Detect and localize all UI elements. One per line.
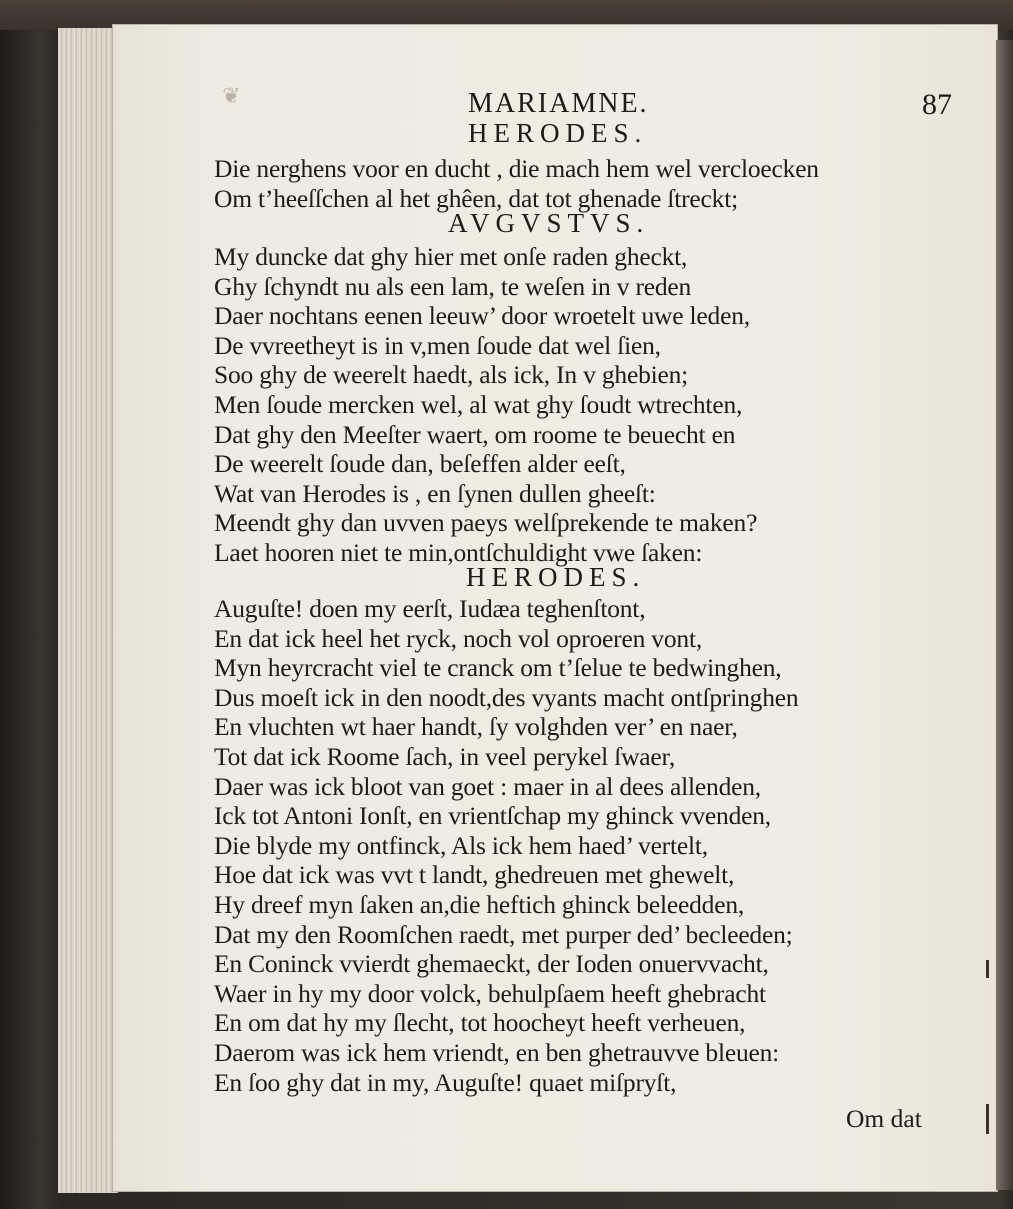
verse-line: Laet hooren niet te min,ontſchuldight vwe ſaken: [214, 537, 703, 567]
verse-line: En om dat hy my ſlecht, tot hoocheyt heeft verheuen, [214, 1008, 746, 1038]
verse-line: Hoe dat ick was vvt t landt, ghedreuen met ghewelt, [214, 860, 735, 890]
verse-line: Die nerghens voor en ducht , die mach hem wel vercloecken [214, 154, 819, 183]
verse-line: Meendt ghy dan uvven paeys welſprekende te maken? [214, 508, 758, 538]
verse-line: Daerom was ick hem vriendt, en ben ghetrauvve bleuen: [214, 1037, 780, 1067]
verse-line: De vvreetheyt is in v,men ſoude dat wel ſien, [214, 330, 661, 360]
verse-line: Daer was ick bloot van goet : maer in al dees allenden, [214, 771, 761, 801]
speaker-heading: HERODES. [466, 562, 646, 592]
verse-line: Ghy ſchyndt nu als een lam, te weſen in v reden [214, 271, 692, 301]
verse-line: Dus moeſt ick in den noodt,des vyants macht ontſpringhen [214, 682, 799, 712]
verse-line: Hy dreef myn ſaken an,die heftich ghinck beleedden, [214, 889, 745, 919]
verse-block [214, 594, 798, 1097]
verse-line: My duncke dat ghy hier met onſe raden gheckt, [214, 242, 688, 271]
verse-line: Om t’heeſſchen al het ghêen, dat tot ghenade ſtreckt; [214, 183, 738, 213]
catchword: Om dat [846, 1104, 922, 1133]
speaker-heading: HERODES. [468, 118, 648, 148]
verse-line: En Coninck vvierdt ghemaeckt, der Ioden onuervvacht, [214, 949, 769, 979]
verse-line: Waer in hy my door volck, behulpſaem heeft ghebracht [214, 978, 766, 1008]
page-number: 87 [922, 88, 952, 121]
verse-line: En vluchten wt haer handt, ſy volghden ver’ en naer, [214, 712, 738, 742]
verse-line: Daer nochtans eenen leeuw’ door wroetelt uwe leden, [214, 301, 750, 331]
verse-line: Tot dat ick Roome ſach, in veel perykel ſwaer, [214, 741, 675, 771]
verse-line: Men ſoude mercken wel, al wat ghy ſoudt wtrechten, [214, 389, 743, 419]
verse-line: Die blyde my ontfinck, Als ick hem haed’ vertelt, [214, 830, 708, 860]
printer-ornament-icon: ❦ [222, 84, 241, 109]
verse-block [214, 154, 819, 213]
running-title: MARIAMNE. [468, 88, 649, 119]
verse-line: En dat ick heel het ryck, noch vol oproeren vont, [214, 623, 702, 653]
verse-line: Dat my den Roomſchen raedt, met purper ded’ becleeden; [214, 919, 793, 949]
verse-line: Ick tot Antoni Ionſt, en vrientſchap my ghinck vvenden, [214, 801, 771, 831]
verse-line: Auguſte! doen my eerſt, Iudæa teghenſtont, [214, 594, 646, 623]
speaker-heading: AVGVSTVS. [448, 208, 650, 238]
verse-block [214, 242, 757, 568]
verse-line: De weerelt ſoude dan, beſeffen alder eeſt, [214, 449, 626, 479]
verse-line: Soo ghy de weerelt haedt, als ick, In v ghebien; [214, 360, 689, 390]
verse-line: Dat ghy den Meeſter waert, om roome te beuecht en [214, 419, 736, 449]
verse-line: Myn heyrcracht viel te cranck om t’ſelue te bedwinghen, [214, 653, 782, 683]
verse-line: Wat van Herodes is , en ſynen dullen gheeſt: [214, 478, 656, 508]
verse-line: En ſoo ghy dat in my, Auguſte! quaet miſpryſt, [214, 1067, 677, 1097]
